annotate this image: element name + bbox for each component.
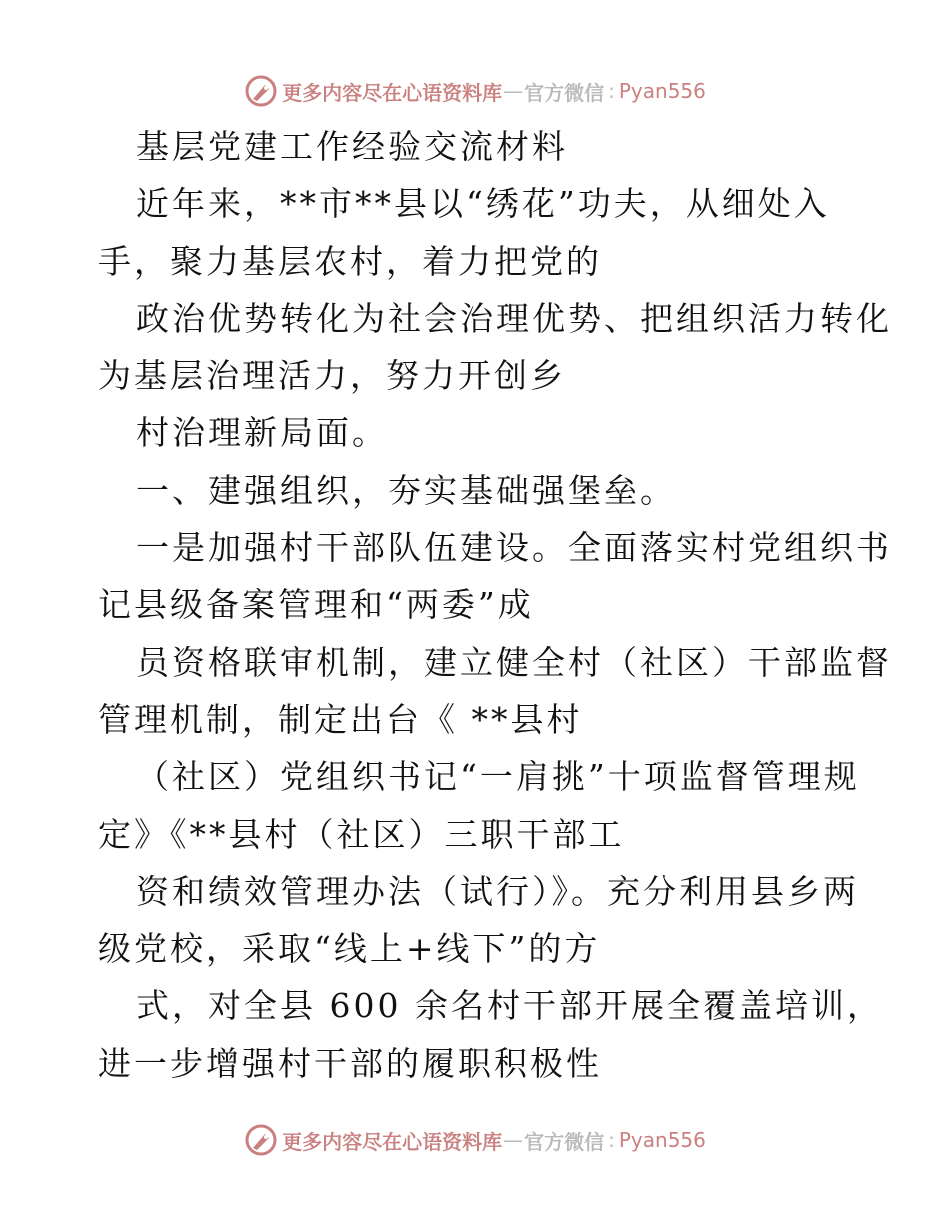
watermark-text: 更多内容尽在心语资料库	[282, 80, 503, 105]
watermark-wechat-id: Pyan556	[618, 1128, 706, 1152]
watermark-wechat-label: 官方微信	[524, 80, 605, 105]
watermark-wechat-label: 官方微信	[524, 1129, 605, 1154]
text-line: 基层党建工作经验交流材料	[136, 127, 568, 166]
text-line: （社区）党组织书记“一肩挑”十项监督管理规	[136, 757, 860, 797]
text-line: 定》《**县村（社区）三职干部工	[98, 814, 625, 854]
text-line: 政治优势转化为社会治理优势、把组织活力转化	[136, 298, 892, 338]
pen-nib-logo-icon	[244, 74, 278, 108]
text-line: 员资格联审机制，建立健全村（社区）干部监督	[136, 642, 892, 682]
text-line: 为基层治理活力，努力开创乡	[98, 356, 566, 396]
text-line: 管理机制，制定出台《 **县村	[98, 699, 583, 739]
text-line: 一是加强村干部队伍建设。全面落实村党组织书	[136, 528, 892, 568]
text-line: 级党校，采取“线上+线下”的方	[98, 929, 601, 969]
text-line: 近年来，**市**县以“绣花”功夫，从细处入	[136, 184, 830, 224]
pen-nib-logo-icon	[244, 1123, 278, 1157]
text-line: 记县级备案管理和“两委”成	[98, 585, 534, 625]
watermark-separator: —	[503, 1128, 524, 1152]
text-line: 式，对全县 600 余名村干部开展全覆盖培训，	[136, 986, 883, 1026]
document-body	[98, 118, 892, 1092]
watermark-colon: :	[608, 1128, 615, 1152]
watermark-text: 更多内容尽在心语资料库	[282, 1129, 503, 1154]
text-line: 一、建强组织，夯实基础强堡垒。	[136, 470, 676, 510]
text-line: 资和绩效管理办法（试行）》。充分利用县乡两	[136, 871, 859, 911]
text-line: 村治理新局面。	[136, 413, 388, 453]
text-line: 进一步增强村干部的履职积极性	[98, 1043, 602, 1083]
watermark-header	[0, 71, 950, 111]
watermark-separator: —	[503, 79, 524, 103]
watermark-footer	[0, 1120, 950, 1160]
text-line: 手，聚力基层农村，着力把党的	[98, 241, 602, 281]
watermark-colon: :	[608, 79, 615, 103]
watermark-wechat-id: Pyan556	[618, 79, 706, 103]
